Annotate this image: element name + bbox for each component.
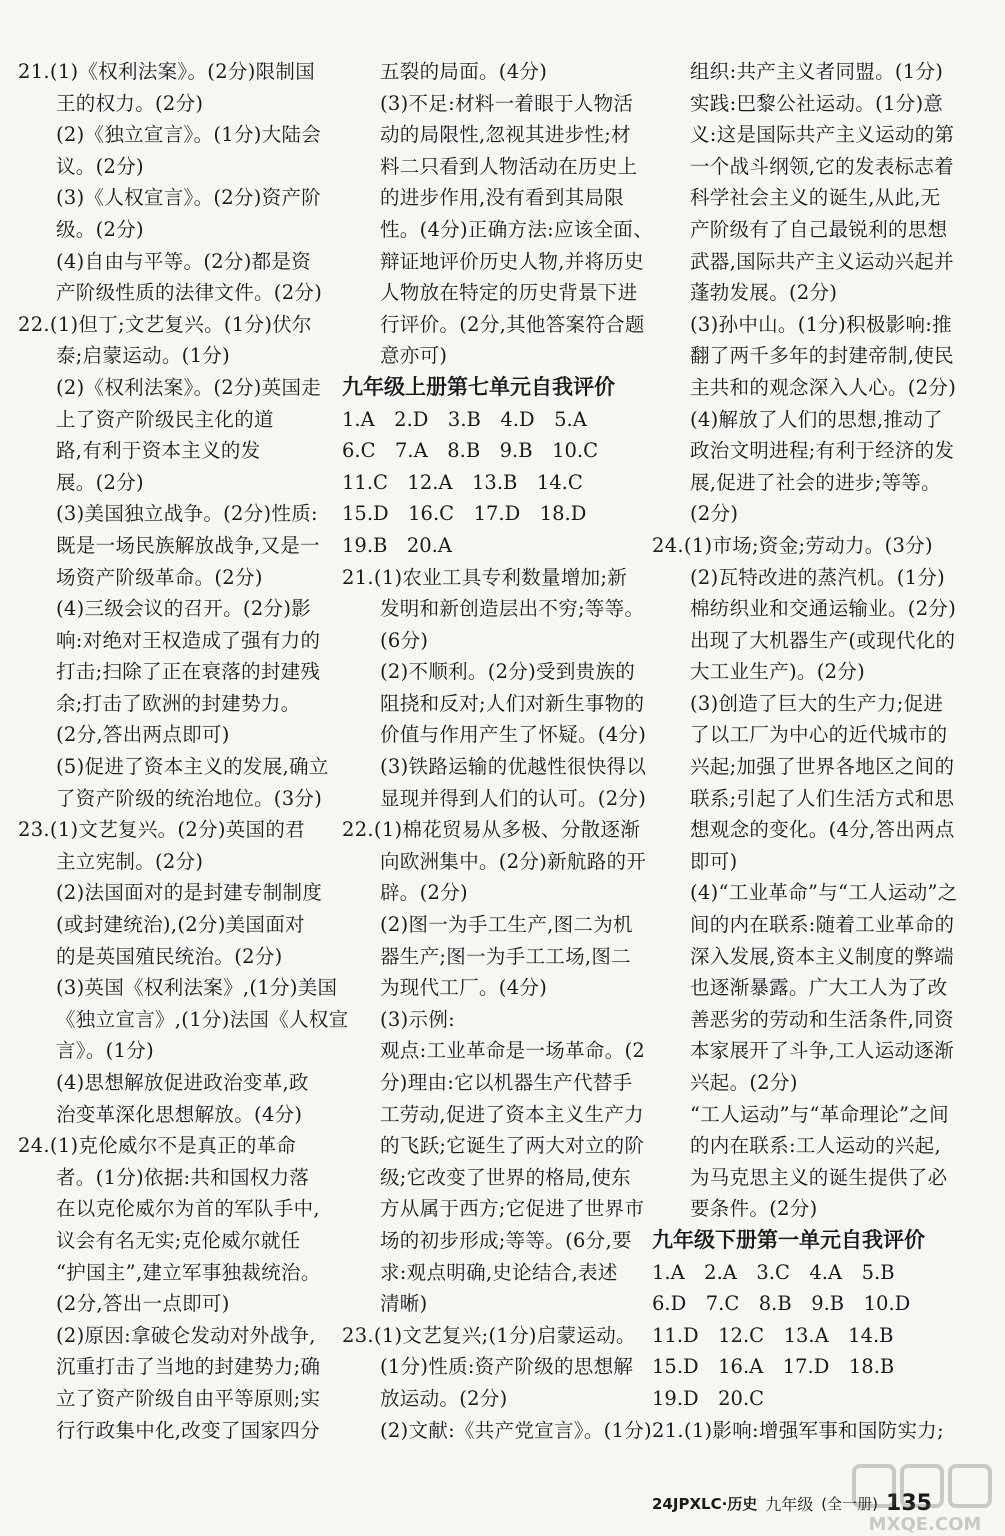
answer-line: 组织:共产主义者同盟。(1分) (690, 60, 944, 83)
answer-line: 上了资产阶级民主化的道 (56, 407, 274, 431)
answer-line: 向欧洲集中。(2分)新航路的开 (380, 849, 647, 873)
answer-line: 路,有利于资本主义的发 (56, 439, 261, 463)
answer-line: 间的内在联系:随着工业革命的 (690, 913, 955, 937)
answer-line: 24.(1)克伦威尔不是真正的革命 (18, 1134, 297, 1158)
answer-line: 为马克思主义的诞生提供了必 (690, 1165, 948, 1189)
volume-label: (全一册) (821, 1494, 879, 1513)
answer-line: 主立宪制。(2分) (56, 849, 204, 873)
section-heading: 九年级下册第一单元自我评价 (652, 1227, 925, 1252)
answer-line: 言》。(1分) (56, 1039, 154, 1063)
answer-line: 性。(4分)正确方法:应该全面、 (380, 217, 653, 241)
answer-line: (2分) (690, 502, 739, 526)
answer-line: 辟。(2分) (380, 881, 468, 905)
answer-line: 级;它改变了世界的格局,使东 (380, 1165, 631, 1189)
answer-line: 联系;引起了人们生活方式和思 (690, 786, 955, 810)
answer-line: 器生产;图一为手工工场,图二 (380, 944, 631, 968)
answer-line: (2)瓦特改进的蒸汽机。(1分) (690, 565, 946, 589)
answer-line: 发明和新创造层出不穷;等等。 (380, 597, 645, 621)
answer-line: (2分,答出一点即可) (56, 1292, 230, 1316)
answer-line: (3)创造了巨大的生产力;促进 (690, 691, 944, 715)
answer-line: (2分,答出两点即可) (56, 723, 230, 747)
answer-line: 21.(1)《权利法案》。(2分)限制国 (18, 60, 316, 83)
answer-line: 实践:巴黎公社运动。(1分)意 (690, 91, 944, 115)
answer-line: (2)文献:《共产党宣言》。(1分) (380, 1418, 652, 1442)
answer-line: 意亦可) (380, 344, 448, 368)
column-right (652, 56, 982, 1446)
answer-line: 想观念的变化。(4分,答出两点 (690, 818, 955, 842)
choice-answer-row: 19.D 20.C (652, 1386, 765, 1410)
answer-line: 产阶级性质的法律文件。(2分) (56, 281, 323, 305)
answer-line: (6分) (380, 628, 429, 652)
answer-line: 放运动。(2分) (380, 1386, 508, 1410)
choice-answer-row: 6.D 7.C 8.B 9.B 10.D (652, 1292, 911, 1316)
answer-line: 分)理由:它以机器生产代替手 (380, 1071, 633, 1094)
choice-answer-row: 11.D 12.C 13.A 14.B (652, 1323, 894, 1347)
answer-line: 产阶级有了自己最锐利的思想 (690, 217, 948, 241)
choice-answer-row: 1.A 2.D 3.B 4.D 5.A (342, 407, 587, 431)
answer-line: 兴起。(2分) (690, 1071, 798, 1094)
answer-line: 人物放在特定的历史背景下进 (380, 281, 638, 305)
answer-line: (2)图一为手工生产,图二为机 (380, 913, 633, 937)
answer-line: 显现并得到人们的认可。(2分) (380, 786, 647, 810)
answer-line: (2)原因:拿破仑发动对外战争, (56, 1323, 316, 1347)
answer-line: 一个战斗纲领,它的发表标志着 (690, 154, 954, 178)
answer-line: 的飞跃;它诞生了两大对立的阶 (380, 1134, 645, 1158)
answer-line: 王的权力。(2分) (56, 91, 204, 115)
answer-line: 了以工厂为中心的近代城市的 (690, 723, 948, 747)
answer-line: (3)美国独立战争。(2分)性质: (56, 502, 318, 526)
answer-line: 的内在联系:工人运动的兴起, (690, 1134, 941, 1158)
column-left (18, 56, 349, 1446)
answer-line: 场资产阶级革命。(2分) (56, 565, 263, 589)
answer-line: 要条件。(2分) (690, 1197, 818, 1221)
answer-line: 翻了两千多年的封建帝制,使民 (690, 344, 954, 368)
answer-line: 本家展开了斗争,工人运动逐渐 (690, 1039, 954, 1063)
column-middle (342, 56, 653, 1446)
answer-line: 棉纺织业和交通运输业。(2分) (690, 597, 957, 621)
answer-line: 泰;启蒙运动。(1分) (56, 344, 230, 368)
answer-line: 响:对绝对王权造成了强有力的 (56, 628, 321, 652)
answer-line: 打击;扫除了正在衰落的封建残 (56, 660, 321, 684)
answer-line: 在以克伦威尔为首的军队手中, (56, 1197, 320, 1221)
answer-line: (4)“工业革命”与“工人运动”之 (690, 881, 958, 905)
answer-line: (3)铁路运输的优越性很快得以 (380, 755, 647, 779)
answer-line: 23.(1)文艺复兴;(1分)启蒙运动。 (342, 1323, 636, 1347)
choice-answer-row: 11.C 12.A 13.B 14.C (342, 470, 583, 494)
answer-line: 21.(1)影响:增强军事和国防实力; (652, 1418, 944, 1442)
answer-line: 求:观点明确,史论结合,表述 (380, 1260, 618, 1284)
answer-line: 22.(1)棉花贸易从多极、分散逐渐 (342, 818, 641, 842)
answer-line: 行评价。(2分,其他答案符合题 (380, 312, 645, 336)
answer-line: 场的初步形成;等等。(6分,要 (380, 1228, 632, 1252)
answer-line: 的进步作用,没有看到其局限 (380, 186, 625, 210)
answer-line: “工人运动”与“革命理论”之间 (690, 1102, 949, 1126)
answer-line: 展。(2分) (56, 470, 144, 494)
answer-line: (2)《权利法案》。(2分)英国走 (56, 375, 322, 399)
answer-line: 主共和的观念深入人心。(2分) (690, 375, 957, 399)
answer-line: 立了资产阶级自由平等原则;实 (56, 1386, 321, 1410)
answer-line: (4)解放了人们的思想,推动了 (690, 407, 943, 431)
answer-line: 观点:工业革命是一场革命。(2 (380, 1039, 646, 1063)
answer-line: (4)三级会议的召开。(2分)影 (56, 597, 312, 621)
answer-line: 议会有名无实;克伦威尔就任 (56, 1228, 301, 1252)
answer-line: 23.(1)文艺复兴。(2分)英国的君 (18, 818, 305, 842)
answer-line: 蓬勃发展。(2分) (690, 281, 838, 305)
answer-line: 善恶劣的劳动和生活条件,同资 (690, 1007, 954, 1031)
watermark-logo-icon (850, 1460, 1000, 1536)
book-code: 24JPXLC·历史 (652, 1494, 758, 1513)
answer-line: (3)孙中山。(1分)积极影响:推 (690, 312, 952, 336)
choice-answer-row: 19.B 20.A (342, 533, 452, 557)
answer-line: 级。(2分) (56, 217, 144, 241)
answer-line: 展,促进了社会的进步;等等。 (690, 470, 941, 494)
answer-line: 21.(1)农业工具专利数量增加;新 (342, 565, 628, 589)
answer-line: 价值与作用产生了怀疑。(4分) (380, 723, 647, 747)
answer-line: (2)法国面对的是封建专制制度 (56, 881, 323, 905)
answer-line: (1分)性质:资产阶级的思想解 (380, 1355, 634, 1379)
answer-line: 工劳动,促进了资本主义生产力 (380, 1102, 644, 1126)
answer-line: 科学社会主义的诞生,从此,无 (690, 186, 941, 210)
answer-line: (3)英国《权利法案》,(1分)美国 (56, 976, 338, 1000)
answer-line: 政治文明进程;有利于经济的发 (690, 439, 955, 463)
answer-line: (或封建统治),(2分)美国面对 (56, 913, 305, 937)
answer-line: 治变革深化思想解放。(4分) (56, 1102, 303, 1126)
answer-line: 议。(2分) (56, 154, 144, 178)
watermark-text: MXQE.COM (868, 1514, 982, 1535)
choice-answer-row: 6.C 7.A 8.B 9.B 10.C (342, 439, 599, 463)
answer-line: 清晰) (380, 1292, 428, 1316)
answer-line: 辩证地评价历史人物,并将历史 (380, 249, 644, 273)
answer-line: 义:这是国际共产主义运动的第 (690, 123, 955, 147)
choice-answer-row: 15.D 16.A 17.D 18.B (652, 1355, 895, 1379)
choice-answer-row: 1.A 2.A 3.C 4.A 5.B (652, 1260, 895, 1284)
answer-line: 24.(1)市场;资金;劳动力。(3分) (652, 533, 933, 557)
answer-line: 大工业生产)。(2分) (690, 660, 866, 684)
answer-line: 阻挠和反对;人们对新生事物的 (380, 691, 645, 715)
answer-line: 既是一场民族解放战争,又是一 (56, 533, 320, 557)
answer-line: 为现代工厂。(4分) (380, 976, 548, 1000)
answer-line: 了资产阶级的统治地位。(3分) (56, 786, 323, 810)
answer-line: (2)不顺利。(2分)受到贵族的 (380, 660, 636, 684)
answer-line: (3)不足:材料一着眼于人物活 (380, 91, 634, 115)
page-number: 135 (886, 1490, 932, 1516)
grade-label: 九年级 (765, 1494, 814, 1514)
answer-line: (4)思想解放促进政治变革,政 (56, 1071, 309, 1094)
answer-line: (3)示例: (380, 1007, 455, 1031)
answer-line: 沉重打击了当地的封建势力;确 (56, 1355, 321, 1379)
answer-line: 《独立宣言》,(1分)法国《人权宣 (56, 1007, 349, 1031)
answer-line: 五裂的局面。(4分) (380, 60, 548, 83)
answer-line: 兴起;加强了世界各地区之间的 (690, 755, 955, 779)
answer-line: 武器,国际共产主义运动兴起并 (690, 249, 954, 273)
answer-line: 者。(1分)依据:共和国权力落 (56, 1165, 310, 1189)
section-heading: 九年级上册第七单元自我评价 (342, 374, 615, 399)
answer-line: (3)《人权宣言》。(2分)资产阶 (56, 186, 322, 210)
answer-line: 料二只看到人物活动在历史上 (380, 154, 638, 178)
answer-line: 行行政集中化,改变了国家四分 (56, 1418, 320, 1442)
answer-line: 方从属于西方;它促进了世界市 (380, 1197, 645, 1221)
answer-line: 出现了大机器生产(或现代化的 (690, 628, 956, 652)
answer-line: “护国主”,建立军事独裁统治。 (56, 1260, 321, 1284)
answer-line: 也逐渐暴露。广大工人为了改 (690, 976, 948, 1000)
answer-line: 动的局限性,忽视其进步性;材 (380, 123, 631, 147)
answer-line: (5)促进了资本主义的发展,确立 (56, 755, 329, 779)
answer-line: 深入发展,资本主义制度的弊端 (690, 944, 954, 968)
answer-line: 22.(1)但丁;文艺复兴。(1分)伏尔 (18, 312, 312, 336)
choice-answer-row: 15.D 16.C 17.D 18.D (342, 502, 587, 526)
answer-line: 的是英国殖民统治。(2分) (56, 944, 283, 968)
answer-line: 即可) (690, 849, 738, 873)
answer-line: 余;打击了欧洲的封建势力。 (56, 691, 301, 715)
answer-line: (4)自由与平等。(2分)都是资 (56, 249, 312, 273)
answer-line: (2)《独立宣言》。(1分)大陆会 (56, 123, 322, 147)
